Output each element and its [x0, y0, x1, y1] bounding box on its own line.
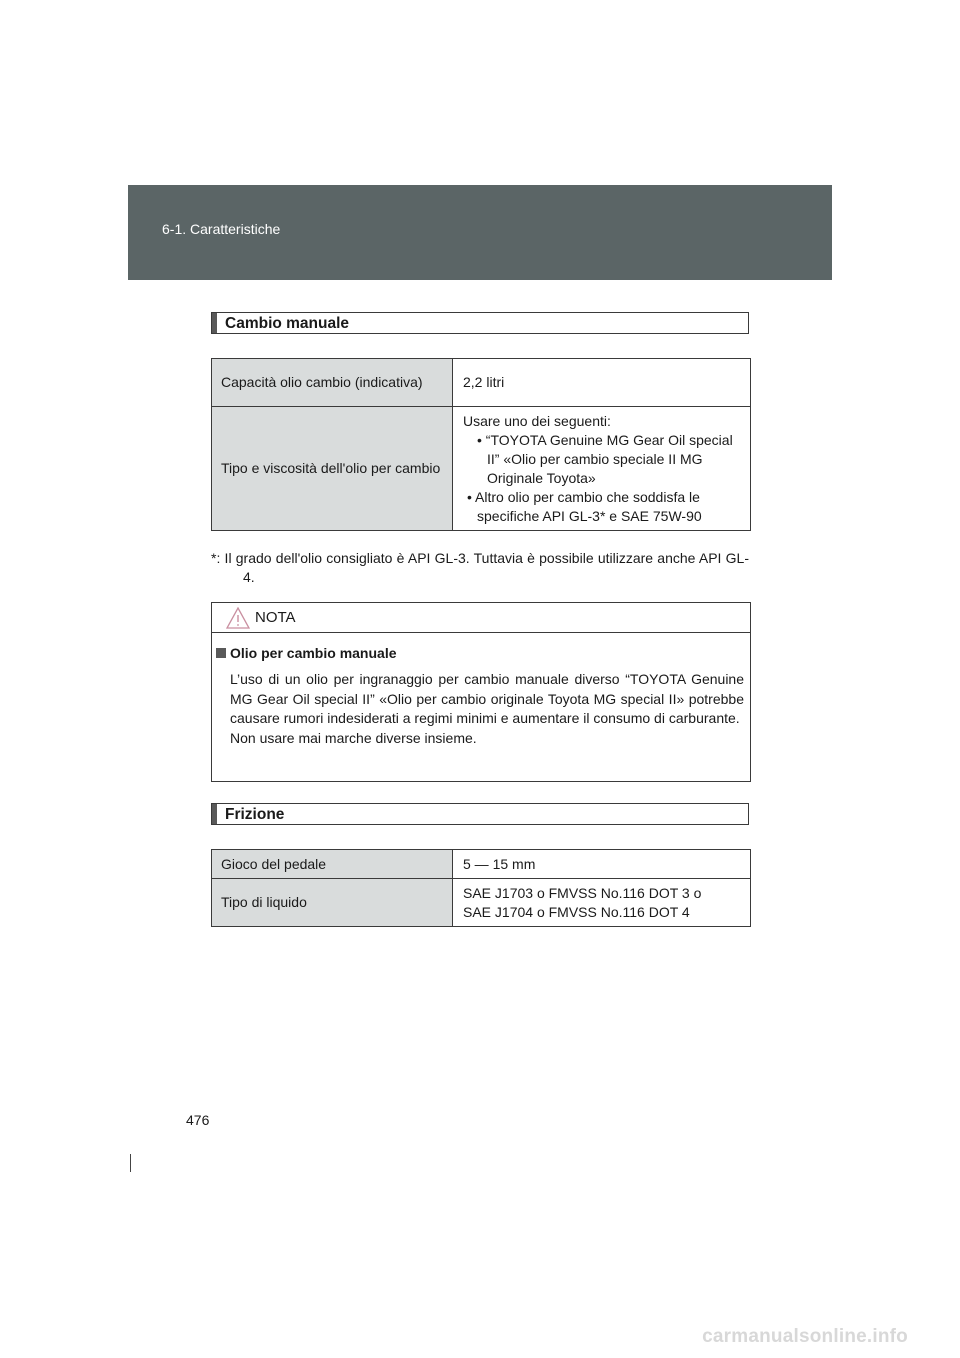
table-row: [212, 359, 751, 407]
warning-triangle-icon: [226, 607, 250, 629]
fluid-type-line: SAE J1704 o FMVSS No.116 DOT 4: [463, 903, 690, 920]
table-row: [212, 407, 751, 531]
oil-intro: Usare uno dei seguenti:: [463, 412, 611, 429]
margin-mark: [130, 1154, 131, 1172]
nota-subtitle-text: Olio per cambio manuale: [230, 645, 397, 661]
chapter-header: [128, 185, 832, 280]
oil-option-other: • Altro olio per cambio che soddisfa le specifiche API GL-3* e SAE 75W-90: [467, 488, 702, 524]
nota-paragraph: Non usare mai marche diverse insieme.: [230, 729, 477, 746]
footnote-text: *: Il grado dell'olio consigliato è API GL-3. Tuttavia è possibile utilizzare anche API GL-4.: [211, 550, 749, 585]
nota-paragraph: L’uso di un olio per ingranaggio per cambio manuale diverso “TOYOTA Genuine MG Gear Oil special II” «Olio per cambio originale Toyota MG special II» potrebbe causare rumori indesiderati a regimi minimi e aumentare il consumo di carburante.: [230, 671, 744, 726]
section-title-clutch: [211, 803, 749, 825]
section-title-bar: [212, 313, 217, 333]
nota-box: [211, 602, 751, 782]
table-key: Gioco del pedale: [212, 850, 453, 879]
section-title-text: Frizione: [225, 806, 285, 823]
table-value: 5 — 15 mm: [453, 850, 751, 879]
table-key: Tipo di liquido: [212, 879, 453, 927]
table-key: Tipo e viscosità dell'olio per cambio: [212, 407, 453, 531]
table-row: [212, 850, 751, 879]
watermark: carmanualsonline.info: [702, 1326, 908, 1347]
section-title-bar: [212, 804, 217, 824]
oil-option-genuine: • “TOYOTA Genuine MG Gear Oil special II” «Olio per cambio speciale II MG Originale Toyota»: [477, 431, 733, 486]
nota-header: [212, 603, 750, 633]
nota-subtitle: [216, 645, 397, 661]
table-key: Capacità olio cambio (indicativa): [212, 359, 453, 407]
table-value: 2,2 litri: [453, 359, 751, 407]
section-title-text: Cambio manuale: [225, 315, 350, 332]
table-value: [453, 879, 751, 927]
table-row: [212, 879, 751, 927]
clutch-table: [211, 849, 751, 927]
footnote: [211, 549, 749, 587]
square-bullet-icon: [216, 648, 226, 658]
page-number: 476: [186, 1112, 210, 1128]
table-value: [453, 407, 751, 531]
nota-body: [230, 670, 744, 748]
section-title-manual-gearbox: [211, 312, 749, 334]
nota-title: NOTA: [255, 609, 296, 626]
fluid-type-line: SAE J1703 o FMVSS No.116 DOT 3 o: [463, 884, 702, 901]
breadcrumb: 6-1. Caratteristiche: [162, 221, 281, 237]
manual-gearbox-table: [211, 358, 751, 531]
